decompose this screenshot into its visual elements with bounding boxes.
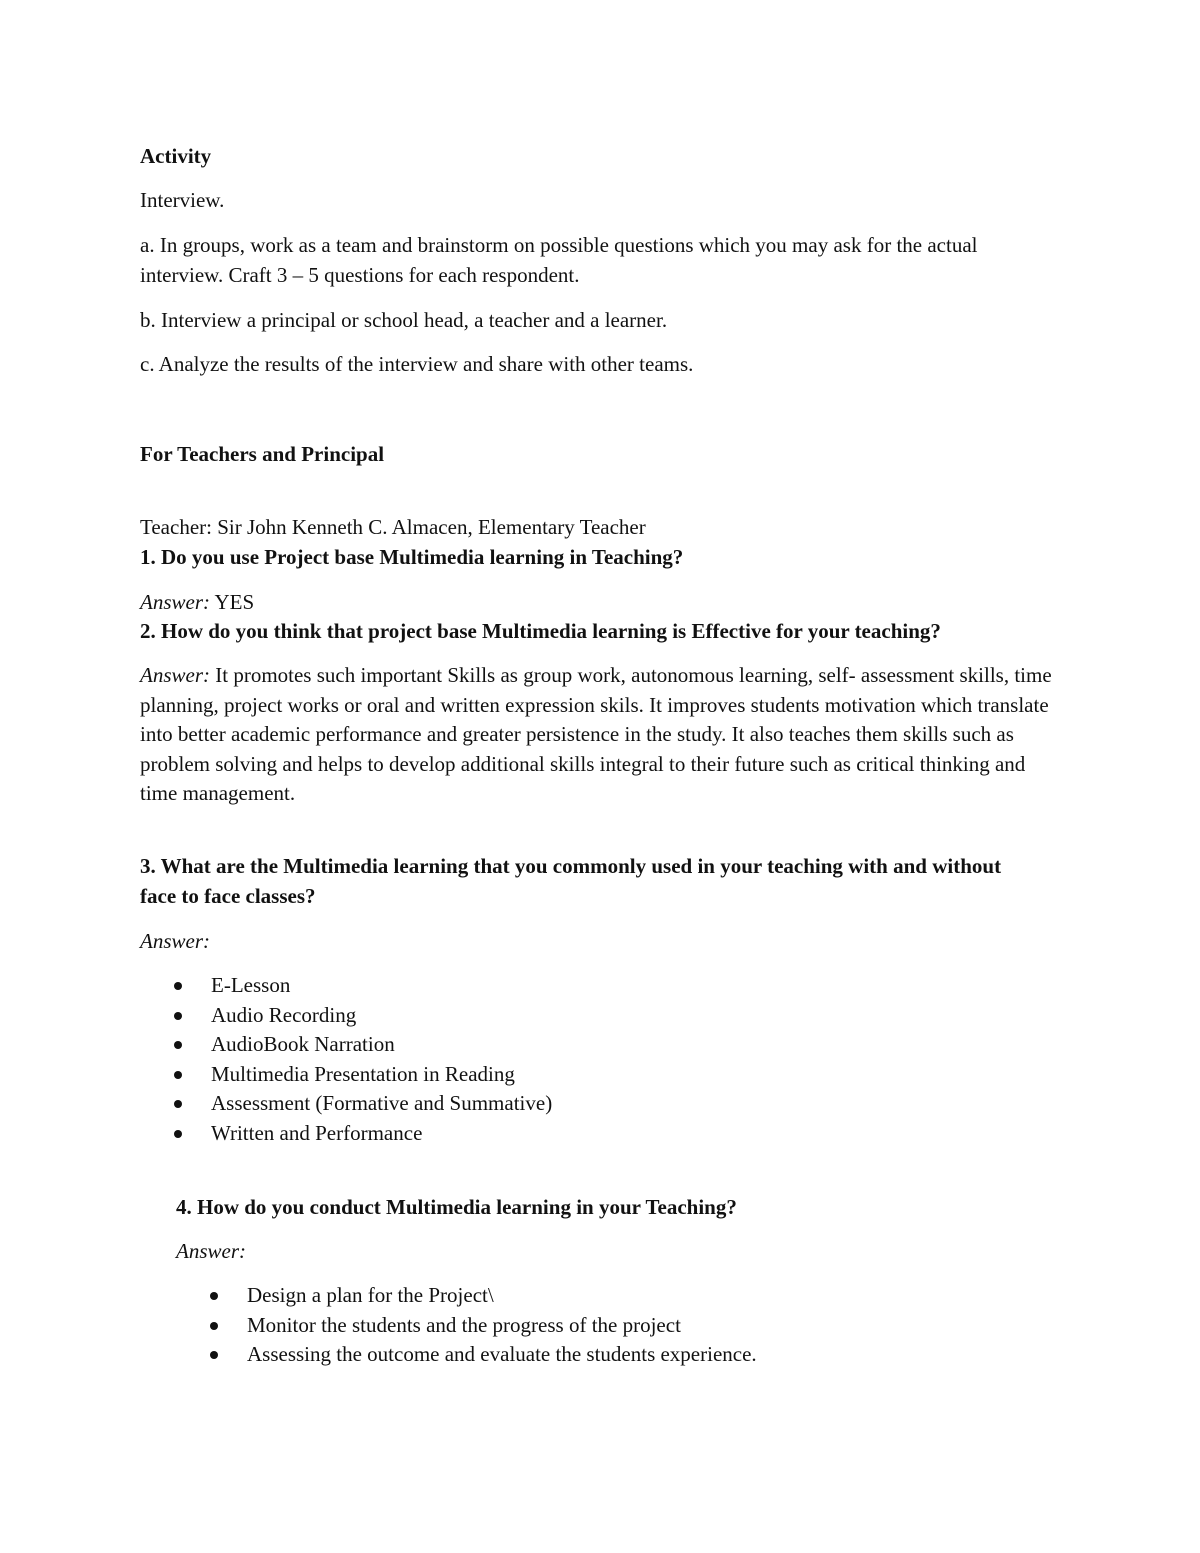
activity-title: Activity xyxy=(140,144,212,168)
activity-item-a: a. In groups, work as a team and brainstorm on possible questions which you may ask for the actual interview. Craft 3 – 5 questions for each respondent. xyxy=(140,233,978,287)
list-item: Assessment (Formative and Summative) xyxy=(140,1089,1070,1119)
list-item: Design a plan for the Project\ xyxy=(176,1281,1066,1311)
answer-1 xyxy=(140,588,1070,618)
bullet-icon xyxy=(174,1041,182,1049)
bullet-icon xyxy=(174,1071,182,1079)
answer-3-list xyxy=(140,971,1070,1148)
answer-1-text: YES xyxy=(210,590,255,614)
activity-item-c: c. Analyze the results of the interview and share with other teams. xyxy=(140,352,694,376)
activity-item-b: b. Interview a principal or school head, a teacher and a learner. xyxy=(140,308,668,332)
answer-2-text: It promotes such important Skills as group work, autonomous learning, self- assessment skills, time planning, project works or oral and written expression skils. It improves students motivation which translate into better academic performance and greater persistence in the study. It also teaches them skills such as problem solving and helps to develop additional skills integral to their future such as critical thinking and time management. xyxy=(140,663,1052,805)
teacher-line: Teacher: Sir John Kenneth C. Almacen, Elementary Teacher xyxy=(140,515,646,539)
section-heading: For Teachers and Principal xyxy=(140,442,385,466)
bullet-icon xyxy=(210,1322,218,1330)
list-item: Assessing the outcome and evaluate the students experience. xyxy=(176,1340,1066,1370)
question-1: 1. Do you use Project base Multimedia learning in Teaching? xyxy=(140,545,684,569)
answer-label: Answer: xyxy=(140,663,210,687)
list-item: Audio Recording xyxy=(140,1001,1070,1031)
activity-subtitle: Interview. xyxy=(140,188,225,212)
bullet-icon xyxy=(210,1351,218,1359)
question-2: 2. How do you think that project base Multimedia learning is Effective for your teaching? xyxy=(140,619,941,643)
question-4: 4. How do you conduct Multimedia learning in your Teaching? xyxy=(176,1195,737,1219)
list-item: Monitor the students and the progress of the project xyxy=(176,1311,1066,1341)
list-item: Written and Performance xyxy=(140,1119,1070,1149)
answer-2 xyxy=(140,661,1058,809)
bullet-icon xyxy=(174,1100,182,1108)
bullet-icon xyxy=(174,982,182,990)
list-item: Multimedia Presentation in Reading xyxy=(140,1060,1070,1090)
answer-4-label: Answer: xyxy=(176,1239,246,1263)
list-item: E-Lesson xyxy=(140,971,1070,1001)
question-3: 3. What are the Multimedia learning that you commonly used in your teaching with and without face to face classes? xyxy=(140,854,1002,908)
answer-label: Answer: xyxy=(140,590,210,614)
bullet-icon xyxy=(174,1012,182,1020)
bullet-icon xyxy=(210,1292,218,1300)
list-item: AudioBook Narration xyxy=(140,1030,1070,1060)
bullet-icon xyxy=(174,1130,182,1138)
answer-3-label: Answer: xyxy=(140,929,210,953)
answer-4-list xyxy=(176,1281,1066,1370)
